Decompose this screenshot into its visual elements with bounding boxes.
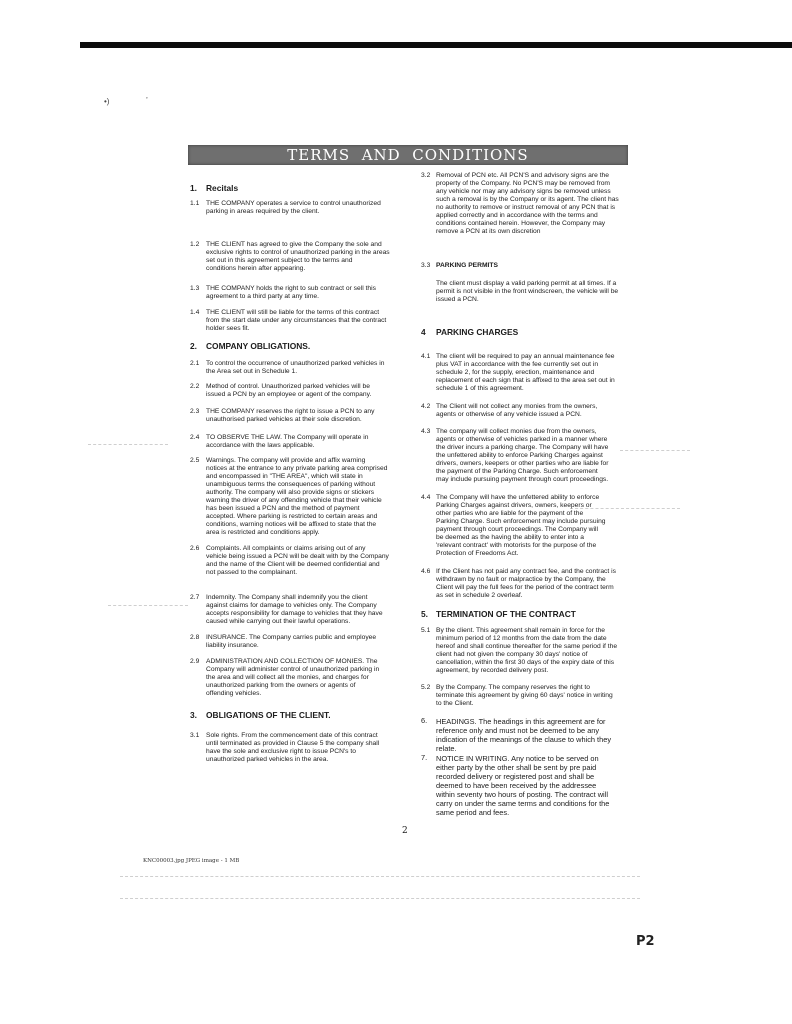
clause-1-3: THE COMPANY holds the right to sub contract or sell this agreement to a third party at any time. [206, 285, 376, 300]
clause-number: 3.2 [421, 172, 431, 179]
clause-number: 4.6 [421, 568, 431, 575]
clause-number: 2.5 [190, 457, 200, 464]
clause-1-4: THE CLIENT will still be liable for the terms of this contract from the start date under any circumstances that the contract holder sees fit. [206, 309, 387, 332]
clause-4-6: If the Client has not paid any contract fee, and the contract is withdrawn by no fault or malpractice by the Company, the Client will pay the full fees for the period of the contract term as set in schedule 2 overleaf. [436, 568, 616, 599]
clause-number: 5.1 [421, 627, 431, 634]
section-2-title: COMPANY OBLIGATIONS. [206, 341, 311, 351]
clause-3-3: The client must display a valid parking permit at all times. If a permit is not visible in the front windscreen, the vehicle will be issued a PCN. [436, 280, 619, 303]
clause-number: 1.3 [190, 285, 200, 292]
clause-number: 1.2 [190, 241, 200, 248]
page-mark: P2 [636, 934, 655, 949]
clause-3-3-title: PARKING PERMITS [436, 262, 498, 269]
clause-number: 1.1 [190, 200, 200, 207]
clause-number: 2.3 [190, 408, 200, 415]
clause-number: 4.1 [421, 353, 431, 360]
clause-number: 4.2 [421, 403, 431, 410]
clause-5-2: By the Company. The company reserves the right to terminate this agreement by giving 60 days' notice in writing to the Client. [436, 684, 613, 707]
page-number: 2 [402, 826, 408, 836]
clause-number: 2.9 [190, 658, 200, 665]
clause-4-3: The company will collect monies due from the owners, agents or otherwise of vehicles parked in a manner where the driver incurs a parking charge. The Company will have the unfettered ability to enforce Parking Charges against drivers, owners, keepers or other parties who are liable for the payment of the Parking Charge. Such enforcement may include pursuing payment through court proceedings. [436, 428, 609, 483]
clause-number: 2.2 [190, 383, 200, 390]
clause-number: 2.6 [190, 545, 200, 552]
clause-7: NOTICE IN WRITING. Any notice to be served on either party by the other shall be sent by pre paid recorded delivery or registered post and shall be deemed to have been received by the addressee within seventy two hours of posting. The contract will carry on under the same terms and conditions for the same period and fees. [436, 754, 610, 817]
file-info-note: KNC00003.jpg JPEG image - 1 MB [143, 858, 240, 864]
clause-4-2: The Client will not collect any monies from the owners, agents or otherwise of any vehicle issued a PCN. [436, 403, 598, 418]
clause-2-7: Indemnity. The Company shall indemnify you the client against claims for damage to vehicles only. The Company accepts responsibility for damage to vehicles that they have caused while carrying out their lawful operations. [206, 594, 383, 625]
clause-3-1: Sole rights. From the commencement date of this contract until terminated as provided in Clause 5 the company shall have the sole and exclusive right to issue PCN's to unauthorized parked vehicles in the area. [206, 732, 380, 763]
scan-top-border [80, 42, 792, 48]
scan-noise-line [120, 898, 640, 899]
clause-2-4: TO OBSERVE THE LAW. The Company will operate in accordance with the laws applicable. [206, 434, 369, 449]
scan-noise-line [88, 444, 168, 445]
clause-number: 2.4 [190, 434, 200, 441]
clause-1-2: THE CLIENT has agreed to give the Company the sole and exclusive rights to control of unauthorized parking in the areas set out in this agreement subject to the terms and conditions herein after appearing. [206, 241, 390, 272]
section-4-title: PARKING CHARGES [436, 327, 519, 337]
section-4-number: 4 [421, 327, 426, 337]
clause-number: 4.4 [421, 494, 431, 501]
clause-2-3: THE COMPANY reserves the right to issue a PCN to any unauthorised parked vehicles at their sole discretion. [206, 408, 375, 423]
clause-number: 7. [421, 753, 428, 762]
clause-number: 3.1 [190, 732, 200, 739]
section-1-number: 1. [190, 183, 197, 193]
scan-noise-line [120, 876, 640, 877]
scan-speck: ’ [146, 96, 148, 105]
clause-4-1: The client will be required to pay an annual maintenance fee plus VAT in accordance with the fee currently set out in schedule 2, for the supply, erection, maintenance and replacement of each sign that is affixed to the area set out in schedule 1 of this agreement. [436, 353, 615, 392]
clause-4-4: The Company will have the unfettered ability to enforce Parking Charges against drivers, owners, keepers or other parties who are liable for the payment of the Parking Charge. Such enforcement may include pursuing payment through court proceedings. The Company will be deemed as the having the ability to enter into a 'relevant contract' with motorists for the purpose of the Protection of Freedoms Act. [436, 494, 606, 557]
scan-noise-line [108, 605, 188, 606]
clause-2-5: Warnings. The company will provide and affix warning notices at the entrance to any private parking area comprised and encompassed in "THE AREA", which will state in unambiguous terms the consequences of parking without authority. The company will also provide signs or stickers warning the driver of any offending vehicle that their vehicle has been issued a PCN and the method of payment accepted. Where parking is restricted to certain areas and conditions, warning notices will be affixed to state that the area is restricted and conditions apply. [206, 457, 388, 536]
section-5-number: 5. [421, 609, 428, 619]
clause-1-1: THE COMPANY operates a service to control unauthorized parking in areas required by the client. [206, 200, 381, 215]
clause-number: 2.8 [190, 634, 200, 641]
clause-number: 2.1 [190, 360, 200, 367]
clause-number: 5.2 [421, 684, 431, 691]
section-2-number: 2. [190, 341, 197, 351]
clause-number: 3.3 [421, 262, 431, 269]
section-5-title: TERMINATION OF THE CONTRACT [436, 609, 576, 619]
clause-3-2: Removal of PCN etc. All PCN'S and advisory signs are the property of the Company. No PCN'S may be removed from any vehicle nor may any advisory signs be removed unless such a removal is by the Company or its agent. The client has no authority to remove or instruct removal of any PCN that is applied correctly and in accordance with the terms and conditions contained herein. However, the Company may remove a PCN at its own discretion [436, 172, 619, 235]
clause-number: 1.4 [190, 309, 200, 316]
clause-2-1: To control the occurrence of unauthorized parked vehicles in the Area set out in Schedule 1. [206, 360, 385, 375]
section-3-title: OBLIGATIONS OF THE CLIENT. [206, 710, 331, 720]
page-title: TERMS AND CONDITIONS [287, 146, 529, 164]
clause-2-6: Complaints. All complaints or claims arising out of any vehicle being issued a PCN will be dealt with by the Company and the name of the Client will be deemed confidential and not passed to the complainant. [206, 545, 389, 576]
title-banner [188, 145, 628, 165]
clause-number: 6. [421, 716, 428, 725]
section-1-title: Recitals [206, 183, 239, 193]
clause-2-8: INSURANCE. The Company carries public and employee liability insurance. [206, 634, 377, 649]
scan-speck: •) [104, 97, 110, 106]
clause-5-1: By the client. This agreement shall remain in force for the minimum period of 12 months from the date from the date hereof and shall continue thereafter for the same period if the client had not given the company 30 days' notice of cancellation, within the first 30 days of the expiry date of this agreement, by recorded delivery post. [436, 627, 618, 674]
clause-number: 4.3 [421, 428, 431, 435]
clause-6: HEADINGS. The headings in this agreement are for reference only and must not be deemed to be any indication of the meanings of the clause to which they relate. [436, 717, 612, 753]
section-3-number: 3. [190, 710, 197, 720]
clause-2-2: Method of control. Unauthorized parked vehicles will be issued a PCN by an employee or agent of the company. [206, 383, 372, 398]
clause-number: 2.7 [190, 594, 200, 601]
clause-2-9: ADMINISTRATION AND COLLECTION OF MONIES. The Company will administer control of unauthorized parking in the area and will collect all the monies, and charges for unauthorized parking from the owners or agents of offending vehicles. [206, 658, 380, 697]
